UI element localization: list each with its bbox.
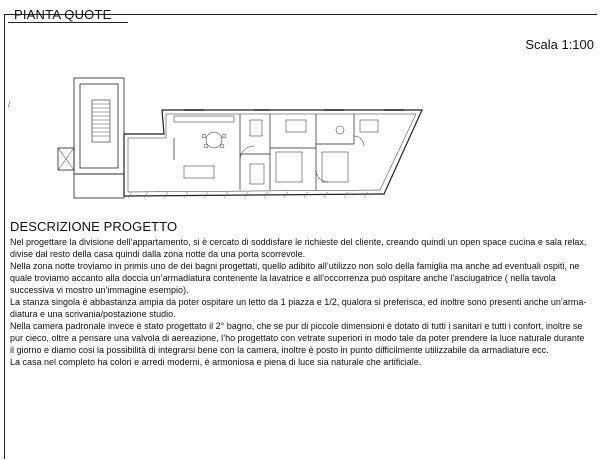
margin-mark: / xyxy=(8,100,11,109)
project-description xyxy=(10,219,600,368)
floor-plan-drawing xyxy=(54,74,454,214)
lift-shaft xyxy=(58,148,74,170)
furniture xyxy=(174,116,378,184)
title-underline xyxy=(8,22,128,23)
description-line: Nella zona notte troviamo in primis uno de dei bagni progettati, quello adibito all’utilizzo non solo della famiglia ma anche ad eventuali ospiti, ne xyxy=(10,261,580,271)
description-line: il giorno e diamo cosi la possibilità di integrarsi bene con la camera, inoltre è posto in punto difficilmente utilizzabile da armadiature ecc. xyxy=(10,345,549,355)
description-line: divise dal resto della casa quindi dalla zona notte da una porta scorrevole. xyxy=(10,249,306,259)
description-line: La stanza singola è abbastanza ampia da poter ospitare un letto da 1 piazza e 1/2, qualora si preferisca, ed inoltre sono presenti anche un’arma- xyxy=(10,297,587,307)
title-bar xyxy=(4,2,596,24)
description-line: Nel progettare la divisione dell’appartamento, si è cercato di soddisfare le richieste del cliente, creando quindi un open space cucina e sala relax, xyxy=(10,237,587,247)
description-line: La casa nel completo ha colori e arredi moderni, è armoniosa e piena di luce sia naturale che artificiale. xyxy=(10,357,422,367)
description-line: successiva vi mostro un’immagine esempio). xyxy=(10,285,189,295)
description-line: Nella camera padronale invece è stato progettato il 2° bagno, che se pur di piccole dimensioni è dotato di tutti i sanitari e tutti i confort, inoltre se xyxy=(10,321,583,331)
sheet-title: PIANTA QUOTE xyxy=(14,7,112,22)
description-heading: DESCRIZIONE PROGETTO xyxy=(10,219,178,234)
stairwell xyxy=(74,78,124,174)
scale-label: Scala 1:100 xyxy=(525,37,594,52)
description-line: pur cieco, oltre a pensare una valvola di aereazione, l’ho progettato con vetrate superiori in modo tale da poter prendere la luce naturale durante xyxy=(10,333,585,343)
description-line: diatura e una scrivania/postazione studio. xyxy=(10,309,176,319)
description-line: quale troviamo accanto alla doccia un’armadiatura contenente la lavatrice e all’occorrenza può ospitare anche l’asciugatrice ( nella tavola xyxy=(10,273,556,283)
apartment-outline xyxy=(124,110,422,196)
